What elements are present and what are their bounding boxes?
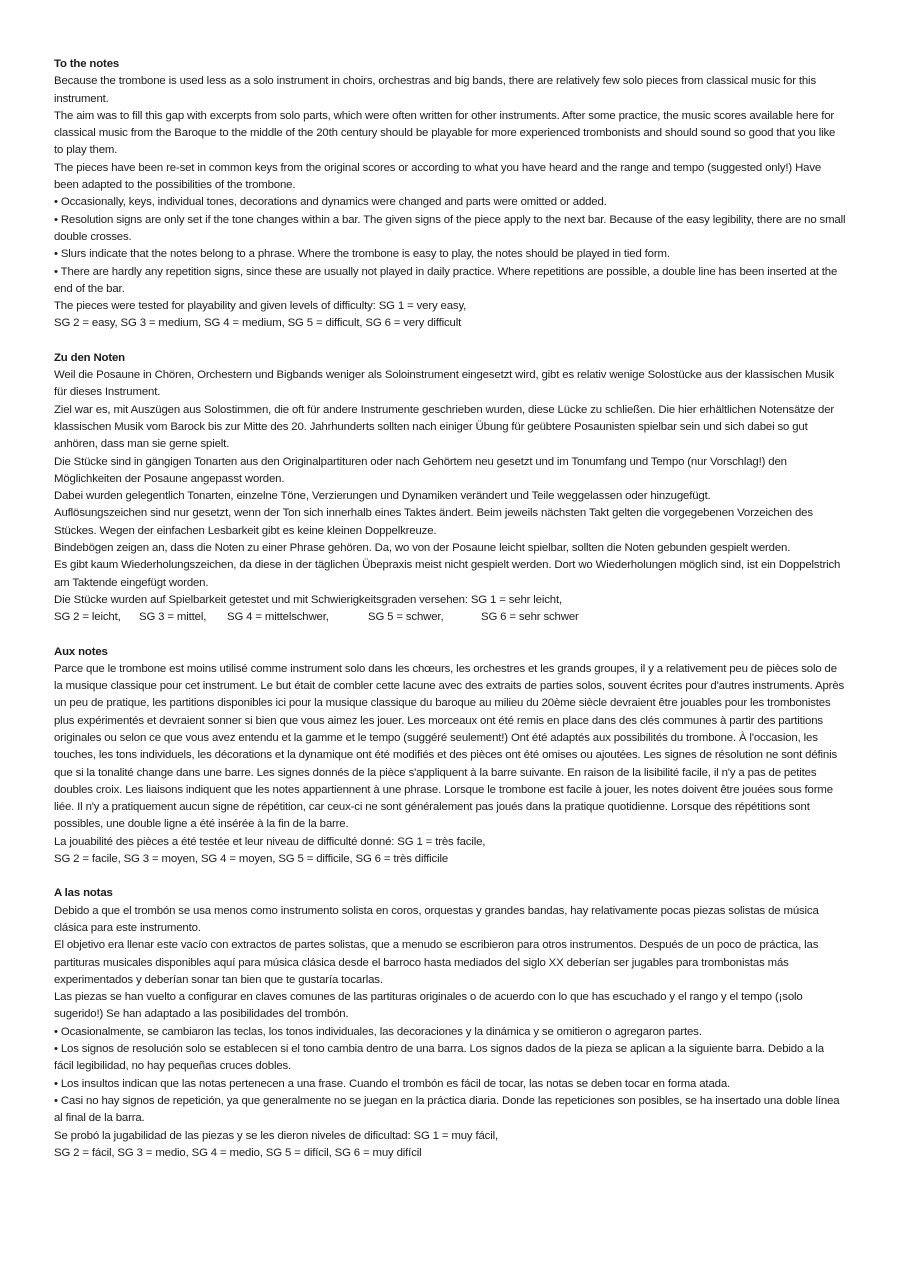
section-spanish bbox=[54, 885, 846, 1162]
section-title-english: To the notes bbox=[54, 58, 120, 70]
difficulty-levels: SG 2 = easy, SG 3 = medium, SG 4 = medium, SG 5 = difficult, SG 6 = very difficult bbox=[54, 317, 462, 330]
section-german bbox=[54, 350, 846, 627]
paragraph: Es gibt kaum Wiederholungszeichen, da diese in der täglichen Übepraxis meist nicht gespielt werden. Dort wo Wiederholungen möglich sind, ist ein Doppelstrich am Taktende eingefügt worden. bbox=[54, 559, 841, 589]
paragraph: Las piezas se han vuelto a configurar en claves comunes de las partituras originales o de acuerdo con lo que has escuchado y el rango y el tempo (¡solo sugerido!) Se han adaptado a las posibilidades del trombón. bbox=[54, 991, 803, 1021]
bullet-paragraph: • Los insultos indican que las notas pertenecen a una frase. Cuando el trombón es fácil de tocar, las notas se deben tocar en forma atada. bbox=[54, 1077, 731, 1090]
paragraph: Dabei wurden gelegentlich Tonarten, einzelne Töne, Verzierungen und Dynamiken verändert und Teile weggelassen oder hinzugefügt. bbox=[54, 490, 711, 503]
section-title-french: Aux notes bbox=[54, 645, 108, 658]
difficulty-level: SG 5 = schwer, bbox=[368, 611, 444, 624]
difficulty-level: SG 3 = mittel, bbox=[139, 611, 207, 624]
paragraph: Parce que le trombone est moins utilisé comme instrument solo dans les chœurs, les orchestres et les grands groupes, il y a relativement peu de pièces solo de la musique classique pour cet instrument. Le but était de combler cette lacune avec des extraits de parties solos, souvent écrites pour d'autres instruments. Après un peu de pratique, les partitions disponibles ici pour la musique classique du baroque au milieu du 20ème siècle devraient être jouables pour les trombonistes plus expérimentés et devraient sonner si bien que vous aimez les jouer. Les morceaux ont été remis en place dans des clés communes à partir des partitions originales ou selon ce que vous avez entendu et la gamme et le tempo (suggéré seulement!) Ont été adaptés aux possibilités du trombone. À l'occasion, les touches, les tons individuels, les décorations et la dynamique ont été modifiés et des pièces ont été omises ou ajoutées. Les signes de résolution ne sont définis que si la tonalité change dans une barre. Les signes donnés de la pièce s'appliquent à la barre suivante. En raison de la lisibilité facile, il n'y a pas de petites doubles croix. Les liaisons indiquent que les notes appartiennent à une phrase. Lorsque le trombone est facile à jouer, les notes doivent être jouées sous forme liée. Il n'y a pratiquement aucun signe de répétition, car ceux-ci ne sont généralement pas joués dans la pratique quotidienne. Lorsque des répétitions sont possibles, une double ligne a été insérée à la fin de la barre. bbox=[54, 662, 845, 831]
section-title-spanish: A las notas bbox=[54, 887, 113, 900]
paragraph: Die Stücke sind in gängigen Tonarten aus den Originalpartituren oder nach Gehörtem neu gesetzt und im Tonumfang und Tempo (nur Vorschlag!) den Möglichkeiten der Posaune angepasst worden. bbox=[54, 455, 787, 485]
bullet-paragraph: • Slurs indicate that the notes belong to a phrase. Where the trombone is easy to play, the notes should be played in tied form. bbox=[54, 248, 670, 261]
paragraph: The aim was to fill this gap with excerpts from solo parts, which were often written for other instruments. After some practice, the music scores available here for classical music from the Baroque to the middle of the 20th century should be playable for more experienced trombonists and should sound so good that you like to play them. bbox=[54, 109, 836, 157]
section-title-german: Zu den Noten bbox=[54, 351, 125, 364]
paragraph: Se probó la jugabilidad de las piezas y se les dieron niveles de dificultad: SG 1 = muy fácil, bbox=[54, 1129, 499, 1142]
paragraph: The pieces were tested for playability and given levels of difficulty: SG 1 = very easy, bbox=[54, 300, 467, 313]
paragraph: Weil die Posaune in Chören, Orchestern und Bigbands weniger als Soloinstrument eingesetzt wird, gibt es relativ wenige Solostücke aus der klassischen Musik für dieses Instrument. bbox=[54, 369, 834, 399]
difficulty-levels: SG 2 = facile, SG 3 = moyen, SG 4 = moyen, SG 5 = difficile, SG 6 = très difficile bbox=[54, 853, 449, 866]
difficulty-levels bbox=[54, 609, 846, 626]
paragraph: The pieces have been re-set in common keys from the original scores or according to what you have heard and the range and tempo (suggested only!) Have been adapted to the possibilities of the trombone. bbox=[54, 161, 822, 192]
paragraph: El objetivo era llenar este vacío con extractos de partes solistas, que a menudo se escribieron para otros instrumentos. Después de un poco de práctica, las partituras musicales disponibles aquí para música clásica desde el barroco hasta mediados del siglo XX deberían ser jugables para trombonistas más experimentados y deberían sonar tan bien que te gustaría tocarlas. bbox=[54, 939, 819, 986]
bullet-paragraph: • Casi no hay signos de repetición, ya que generalmente no se juegan en la práctica diaria. Donde las repeticiones son posibles, se ha insertado una doble línea al final de la barra. bbox=[54, 1094, 840, 1125]
bullet-paragraph: • There are hardly any repetition signs, since these are usually not played in daily practice. Where repetitions are possible, a double line has been inserted at the end of the bar. bbox=[54, 265, 838, 295]
bullet-paragraph: • Ocasionalmente, se cambiaron las teclas, los tonos individuales, las decoraciones y la dinámica y se omitieron o agregaron partes. bbox=[54, 1025, 702, 1038]
difficulty-levels: SG 2 = fácil, SG 3 = medio, SG 4 = medio, SG 5 = difícil, SG 6 = muy difícil bbox=[54, 1146, 422, 1159]
paragraph: Because the trombone is used less as a solo instrument in choirs, orchestras and big bands, there are relatively few solo pieces from classical music for this instrument. bbox=[54, 75, 816, 105]
paragraph: Bindebögen zeigen an, dass die Noten zu einer Phrase gehören. Da, wo von der Posaune leicht spielbar, sollten die Noten gebunden gespielt werden. bbox=[54, 542, 791, 555]
bullet-paragraph: • Occasionally, keys, individual tones, decorations and dynamics were changed and parts were omitted or added. bbox=[54, 196, 607, 209]
paragraph: Auflösungszeichen sind nur gesetzt, wenn der Ton sich innerhalb eines Taktes ändert. Beim jeweils nächsten Takt gelten die vorgegebenen Vorzeichen des Stückes. Wegen der einfachen Lesbarkeit gibt es keine kleinen Doppelkreuze. bbox=[54, 507, 813, 537]
section-english bbox=[54, 56, 846, 333]
difficulty-level: SG 6 = sehr schwer bbox=[481, 611, 579, 624]
bullet-paragraph: • Los signos de resolución solo se establecen si el tono cambia dentro de una barra. Los signos dados de la pieza se aplican a la siguiente barra. Debido a la fácil legibilidad, no hay pequeñas cruces dobles. bbox=[54, 1043, 824, 1073]
difficulty-level: SG 4 = mittelschwer, bbox=[227, 611, 329, 624]
paragraph: Ziel war es, mit Auszügen aus Solostimmen, die oft für andere Instrumente geschrieben wurden, diese Lücke zu schließen. Die hier erhältlichen Notensätze der klassischen Musik vom Barock bis zur Mitte des 20. Jahrhunderts sollten nach einiger Übung für geübtere Posaunisten spielbar sein und sich dabei so gut anhören, dass man sie gerne spielt. bbox=[54, 403, 835, 451]
paragraph: Debido a que el trombón se usa menos como instrumento solista en coros, orquestas y grandes bandas, hay relativamente pocas piezas solistas de música clásica para este instrumento. bbox=[54, 904, 819, 934]
paragraph: La jouabilité des pièces a été testée et leur niveau de difficulté donné: SG 1 = très facile, bbox=[54, 835, 486, 848]
document-page bbox=[54, 56, 846, 1179]
paragraph: Die Stücke wurden auf Spielbarkeit getestet und mit Schwierigkeitsgraden versehen: SG 1 = sehr leicht, bbox=[54, 593, 562, 606]
section-french bbox=[54, 644, 846, 869]
bullet-paragraph: • Resolution signs are only set if the tone changes within a bar. The given signs of the piece apply to the next bar. Because of the easy legibility, there are no small double crosses. bbox=[54, 213, 846, 243]
difficulty-level: SG 2 = leicht, bbox=[54, 611, 121, 624]
